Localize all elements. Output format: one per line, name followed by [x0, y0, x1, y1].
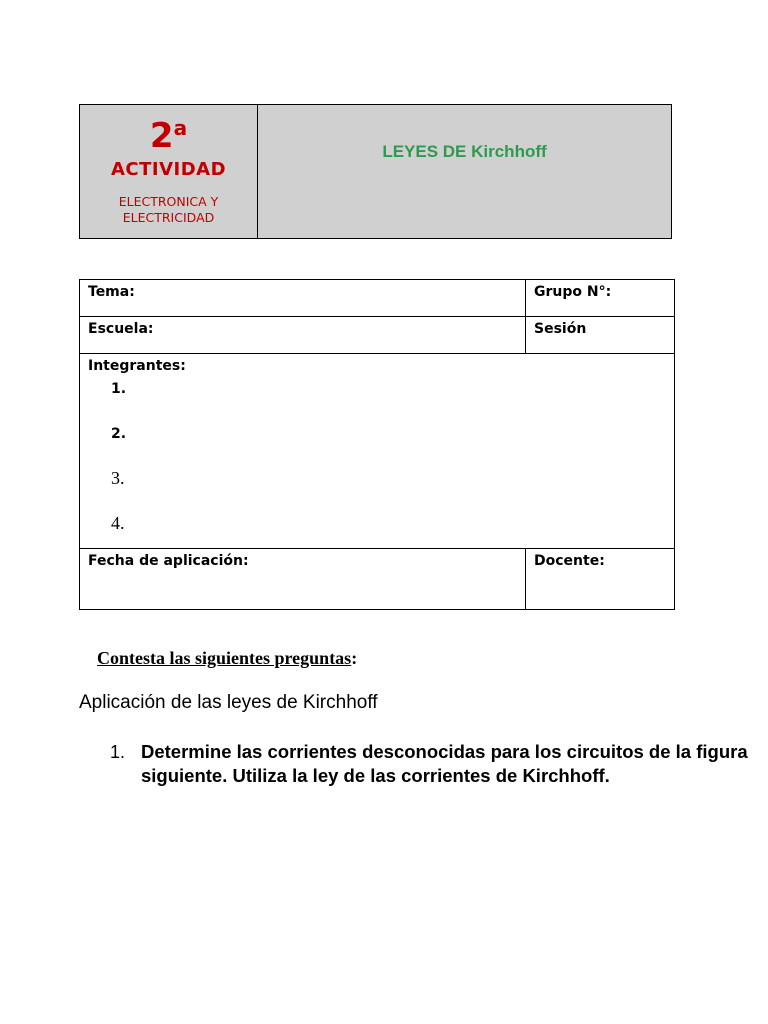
member-4: 4. [111, 513, 125, 533]
member-2: 2. [111, 426, 127, 442]
member-1: 1. [111, 381, 127, 397]
integrantes-label: Integrantes: [88, 358, 186, 374]
activity-title-cell [258, 105, 671, 238]
sesion-field[interactable]: Sesión [526, 317, 675, 354]
activity-header [79, 104, 672, 239]
student-info-table [79, 279, 675, 610]
activity-label: ACTIVIDAD [110, 159, 227, 180]
section-title: Aplicación de las leyes de Kirchhoff [79, 692, 378, 713]
grupo-field[interactable]: Grupo N°: [526, 280, 675, 317]
integrantes-field[interactable] [80, 354, 675, 549]
activity-number: 2$^a$ [149, 116, 188, 156]
question-text: Determine las corrientes desconocidas para los circuitos de la figura siguiente. Utiliza la ley de las corrientes de Kirchhoff. [141, 741, 748, 786]
subject-label: ELECTRONICA Y ELECTRICIDAD [118, 194, 219, 225]
tema-field[interactable]: Tema: [80, 280, 526, 317]
fecha-field[interactable]: Fecha de aplicación: [80, 549, 526, 610]
member-3: 3. [111, 468, 125, 488]
instruction-heading: Contesta las siguientes preguntas: [97, 648, 358, 668]
escuela-field[interactable]: Escuela: [80, 317, 526, 354]
activity-title: LEYES DE Kirchhoff [382, 142, 547, 161]
docente-field[interactable]: Docente: [526, 549, 675, 610]
activity-badge [80, 105, 258, 238]
question-number: 1. [110, 742, 126, 762]
